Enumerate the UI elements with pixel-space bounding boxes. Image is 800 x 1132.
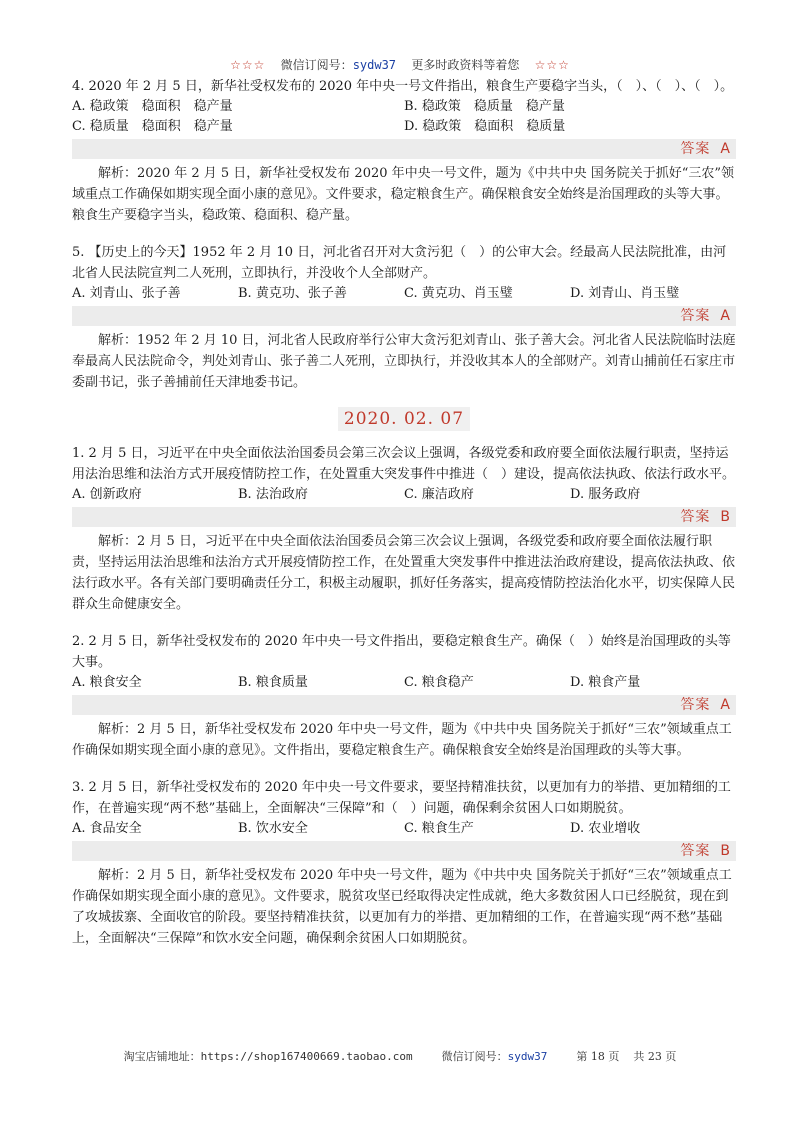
option-c: C. 粮食稳产 bbox=[404, 675, 474, 690]
options bbox=[72, 97, 736, 137]
analysis-text: 解析：2020 年 2 月 5 日，新华社受权发布 2020 年中央一号文件，题为《中共中央 国务院关于抓好“三农”领域重点工作确保如期实现全面小康的意见》。文件要求，稳定粮食生产。确保粮食安全始终是治国理政的头等大事。粮食生产要稳字当头，稳政策、稳面积、稳产量。 bbox=[72, 166, 735, 223]
analysis-text: 解析：2 月 5 日，新华社受权发布 2020 年中央一号文件，题为《中共中央 国务院关于抓好“三农”领域重点工作确保如期实现全面小康的意见》。文件要求，脱贫攻坚已经取得决定性成就，绝大多数贫困人口已经脱贫，现在到了攻城拔寨、全面收官的阶段。要坚持精准扶贫，以更加有力的举措、更加精细的工作，在普遍实现“两不愁”基础上，全面解决“三保障”和饮水安全问题，确保剩余贫困人口如期脱贫。 bbox=[72, 868, 732, 946]
option-a: A. 稳政策 稳面积 稳产量 bbox=[72, 99, 233, 114]
option-b: B. 法治政府 bbox=[238, 487, 308, 502]
answer-label: 答案 bbox=[680, 141, 711, 157]
answer-value: B bbox=[720, 509, 730, 525]
star-icon: ☆☆☆ bbox=[534, 58, 570, 72]
option-b: B. 粮食质量 bbox=[238, 675, 308, 690]
page-body bbox=[72, 76, 736, 949]
question-text: 4. 2020 年 2 月 5 日，新华社受权发布的 2020 年中央一号文件指出，粮食生产要稳字当头，（ ）、（ ）、（ ）。 bbox=[72, 79, 734, 94]
header-slogan: 更多时政资料等着您 bbox=[411, 58, 520, 72]
answer-value: A bbox=[720, 308, 730, 324]
option-a: A. 粮食安全 bbox=[72, 675, 142, 690]
option-c: C. 粮食生产 bbox=[404, 821, 474, 836]
option-b: B. 稳政策 稳质量 稳产量 bbox=[404, 99, 565, 114]
answer-value: B bbox=[720, 843, 730, 859]
page-total: 共 23 页 bbox=[633, 1050, 677, 1063]
question-text: 5. 【历史上的今天】1952 年 2 月 10 日，河北省召开对大贪污犯（ ）的公审大会。经最高人民法院批准，由河北省人民法院宣判二人死刑，立即执行，并没收个人全部财产。 bbox=[72, 245, 727, 281]
date-heading-text: 2020. 02. 07 bbox=[338, 407, 470, 431]
answer-bar bbox=[72, 695, 736, 715]
question-2 bbox=[72, 631, 736, 761]
option-c: C. 稳质量 稳面积 稳产量 bbox=[72, 119, 233, 134]
answer-bar bbox=[72, 507, 736, 527]
wechat-label: 微信订阅号： bbox=[441, 1050, 508, 1063]
question-4 bbox=[72, 76, 736, 226]
analysis-text: 解析：2 月 5 日，习近平在中央全面依法治国委员会第三次会议上强调，各级党委和政府要全面依法履行职责，坚持运用法治思维和法治方式开展疫情防控工作，在处置重大突发事件中推进法治政府建设，提高依法执政、依法行政水平。各有关部门要明确责任分工，积极主动履职，抓好任务落实，提高疫情防控法治化水平，切实保障人民群众生命健康安全。 bbox=[72, 534, 736, 612]
star-icon: ☆☆☆ bbox=[230, 58, 266, 72]
analysis-text: 解析：2 月 5 日，新华社受权发布 2020 年中央一号文件，题为《中共中央 国务院关于抓好“三农”领域重点工作确保如期实现全面小康的意见》。文件指出，要稳定粮食生产。确保粮食安全始终是治国理政的头等大事。 bbox=[72, 722, 732, 758]
answer-bar bbox=[72, 139, 736, 159]
options bbox=[72, 673, 736, 693]
page-number: 第 18 页 bbox=[576, 1050, 620, 1063]
question-3 bbox=[72, 777, 736, 949]
option-d: D. 服务政府 bbox=[570, 487, 641, 502]
analysis-text: 解析：1952 年 2 月 10 日，河北省人民政府举行公审大贪污犯刘青山、张子善大会。河北省人民法院临时法庭奉最高人民法院命令，判处刘青山、张子善二人死刑，立即执行，并没收其本人的全部财产。刘青山捕前任石家庄市委副书记，张子善捕前任天津地委书记。 bbox=[72, 333, 736, 390]
option-d: D. 刘青山、肖玉璧 bbox=[570, 286, 680, 301]
option-b: B. 饮水安全 bbox=[238, 821, 308, 836]
option-c: C. 廉洁政府 bbox=[404, 487, 474, 502]
option-d: D. 粮食产量 bbox=[570, 675, 641, 690]
question-text: 3. 2 月 5 日，新华社受权发布的 2020 年中央一号文件要求，要坚持精准扶贫，以更加有力的举措、更加精细的工作，在普遍实现“两不愁”基础上，全面解决“三保障”和（ ）问题，确保剩余贫困人口如期脱贫。 bbox=[72, 780, 731, 816]
option-a: A. 刘青山、张子善 bbox=[72, 286, 181, 301]
answer-label: 答案 bbox=[680, 509, 711, 525]
option-d: D. 农业增收 bbox=[570, 821, 641, 836]
answer-bar bbox=[72, 306, 736, 326]
option-c: C. 黄克功、肖玉璧 bbox=[404, 286, 513, 301]
date-heading bbox=[72, 407, 736, 431]
options bbox=[72, 284, 736, 304]
answer-label: 答案 bbox=[680, 308, 711, 324]
page-footer bbox=[0, 1048, 800, 1064]
option-d: D. 稳政策 稳面积 稳质量 bbox=[404, 119, 566, 134]
answer-label: 答案 bbox=[680, 697, 711, 713]
answer-bar bbox=[72, 841, 736, 861]
options bbox=[72, 485, 736, 505]
answer-label: 答案 bbox=[680, 843, 711, 859]
options bbox=[72, 819, 736, 839]
header-account: sydw37 bbox=[352, 58, 397, 72]
wechat-account: sydw37 bbox=[507, 1050, 548, 1063]
answer-value: A bbox=[720, 697, 730, 713]
option-b: B. 黄克功、张子善 bbox=[238, 286, 347, 301]
question-5 bbox=[72, 242, 736, 393]
question-text: 2. 2 月 5 日，新华社受权发布的 2020 年中央一号文件指出，要稳定粮食生产。确保（ ）始终是治国理政的头等大事。 bbox=[72, 634, 731, 670]
question-1 bbox=[72, 443, 736, 615]
header-label: 微信订阅号： bbox=[280, 58, 353, 72]
shop-url[interactable]: https://shop167400669.taobao.com bbox=[200, 1050, 413, 1063]
answer-value: A bbox=[720, 141, 730, 157]
question-text: 1. 2 月 5 日，习近平在中央全面依法治国委员会第三次会议上强调，各级党委和政府要全面依法履行职责，坚持运用法治思维和法治方式开展疫情防控工作，在处置重大突发事件中推进（ ）建设，提高依法执政、依法行政水平。 bbox=[72, 446, 736, 482]
shop-label: 淘宝店铺地址： bbox=[123, 1050, 201, 1063]
option-a: A. 创新政府 bbox=[72, 487, 142, 502]
option-a: A. 食品安全 bbox=[72, 821, 142, 836]
page-header bbox=[0, 56, 800, 73]
